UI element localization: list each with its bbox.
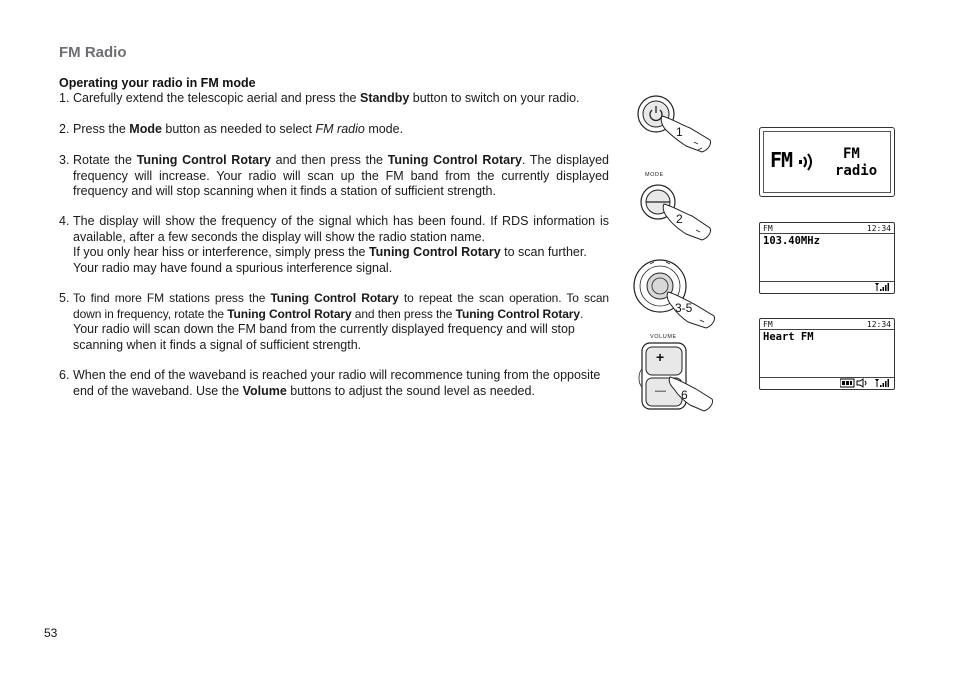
step-4	[59, 214, 609, 276]
step-text: The display will show the frequency of the signal which has been found. If RDS information is available, after a few seconds the display will show the radio station name.	[73, 214, 609, 244]
display-fm-splash	[759, 127, 895, 197]
step-text: buttons to adjust the sound level as needed.	[286, 383, 535, 398]
step-number: 3.	[59, 153, 70, 167]
splash-line-2: radio	[835, 163, 878, 179]
step-5	[59, 291, 609, 353]
step-bold: Tuning Control Rotary	[136, 153, 271, 167]
step-text: Press the	[73, 122, 130, 136]
stereo-speaker-icon	[857, 379, 863, 387]
step-text: If you only hear hiss or interference, simply press the	[73, 245, 369, 259]
step-text: Your radio will scan down the FM band from the currently displayed frequency and will stop scanning when it finds a signal of sufficient strength.	[73, 322, 575, 352]
display-station-name: Heart FM	[763, 331, 814, 343]
step-2	[59, 122, 609, 138]
volume-buttons-icon	[636, 333, 716, 413]
step-text: mode.	[364, 122, 404, 136]
display-frequency	[759, 222, 895, 294]
step-bold: Standby	[359, 91, 410, 105]
display-divider	[760, 233, 894, 234]
step-text: button as needed to select	[161, 122, 316, 136]
standby-button-icon	[636, 90, 716, 156]
step-6	[59, 368, 609, 399]
step-text: Carefully extend the telescopic aerial and press the	[73, 91, 360, 105]
step-text: and then press the	[270, 153, 388, 167]
step-text: To find more FM stations press the	[73, 291, 271, 305]
mode-step-label: 2	[676, 212, 683, 226]
standby-button-figure	[636, 90, 716, 156]
step-text: button to switch on your radio.	[409, 91, 580, 105]
display-mode: FM	[763, 224, 773, 233]
page-number: 53	[44, 626, 58, 640]
step-text: and then press the	[351, 306, 456, 321]
volume-plus-icon: +	[656, 349, 665, 365]
step-bold: Tuning Control Rotary	[368, 245, 501, 259]
step-text: Rotate the	[73, 153, 137, 167]
section-title: FM Radio	[59, 44, 127, 61]
tuning-rotary-icon	[630, 256, 720, 334]
step-3	[59, 153, 609, 200]
step-bold: Tuning Control Rotary	[455, 306, 580, 321]
tuning-step-label: 3-5	[675, 301, 693, 315]
step-number: 2.	[59, 122, 70, 136]
status-icons	[840, 378, 890, 388]
volume-buttons-figure	[636, 333, 716, 413]
step-text: to repeat the scan operation. To scan down in frequency, rotate the	[73, 291, 609, 321]
subheading: Operating your radio in FM mode	[59, 76, 256, 90]
volume-minus-icon: —	[655, 385, 666, 397]
step-bold: Tuning Control Rotary	[387, 153, 522, 167]
volume-step-label: 6	[681, 388, 688, 402]
splash-line-1: FM	[843, 146, 860, 162]
step-number: 1.	[59, 91, 70, 105]
mode-button-figure	[636, 170, 716, 244]
display-time: 12:34	[866, 320, 891, 329]
signal-strength-icon	[874, 282, 890, 292]
tuning-rotary-figure	[630, 256, 720, 334]
step-bold: Tuning Control Rotary	[270, 291, 399, 305]
display-time: 12:34	[866, 224, 891, 233]
step-text: When the end of the waveband is reached your radio will recommence tuning from the opposite end of the waveband. Use the	[73, 368, 601, 398]
mode-button-icon	[636, 170, 716, 244]
step-text: . The displayed frequency will increase. Your radio will scan up the FM band from the currently displayed frequency and will stop scanning when it finds a station of sufficient strength.	[73, 153, 609, 198]
standby-step-label: 1	[676, 125, 683, 139]
fm-logo: FM	[770, 148, 793, 172]
step-italic: FM radio	[315, 122, 365, 136]
step-text: to scan further. Your radio may have found a spurious interference signal.	[73, 245, 587, 275]
display-screen	[763, 131, 891, 193]
step-number: 6.	[59, 368, 70, 382]
step-bold: Volume	[242, 383, 287, 398]
step-number: 5.	[59, 291, 70, 305]
display-station	[759, 318, 895, 390]
broadcast-waves-icon	[798, 152, 814, 172]
display-mode: FM	[763, 320, 773, 329]
step-1	[59, 91, 609, 107]
volume-label: VOLUME	[650, 334, 677, 340]
display-divider	[760, 329, 894, 330]
step-text: .	[579, 306, 584, 321]
display-frequency-value: 103.40MHz	[763, 235, 820, 247]
step-number: 4.	[59, 214, 70, 228]
mode-label: MODE	[645, 172, 664, 178]
step-bold: Tuning Control Rotary	[227, 306, 352, 321]
step-bold: Mode	[129, 122, 162, 136]
